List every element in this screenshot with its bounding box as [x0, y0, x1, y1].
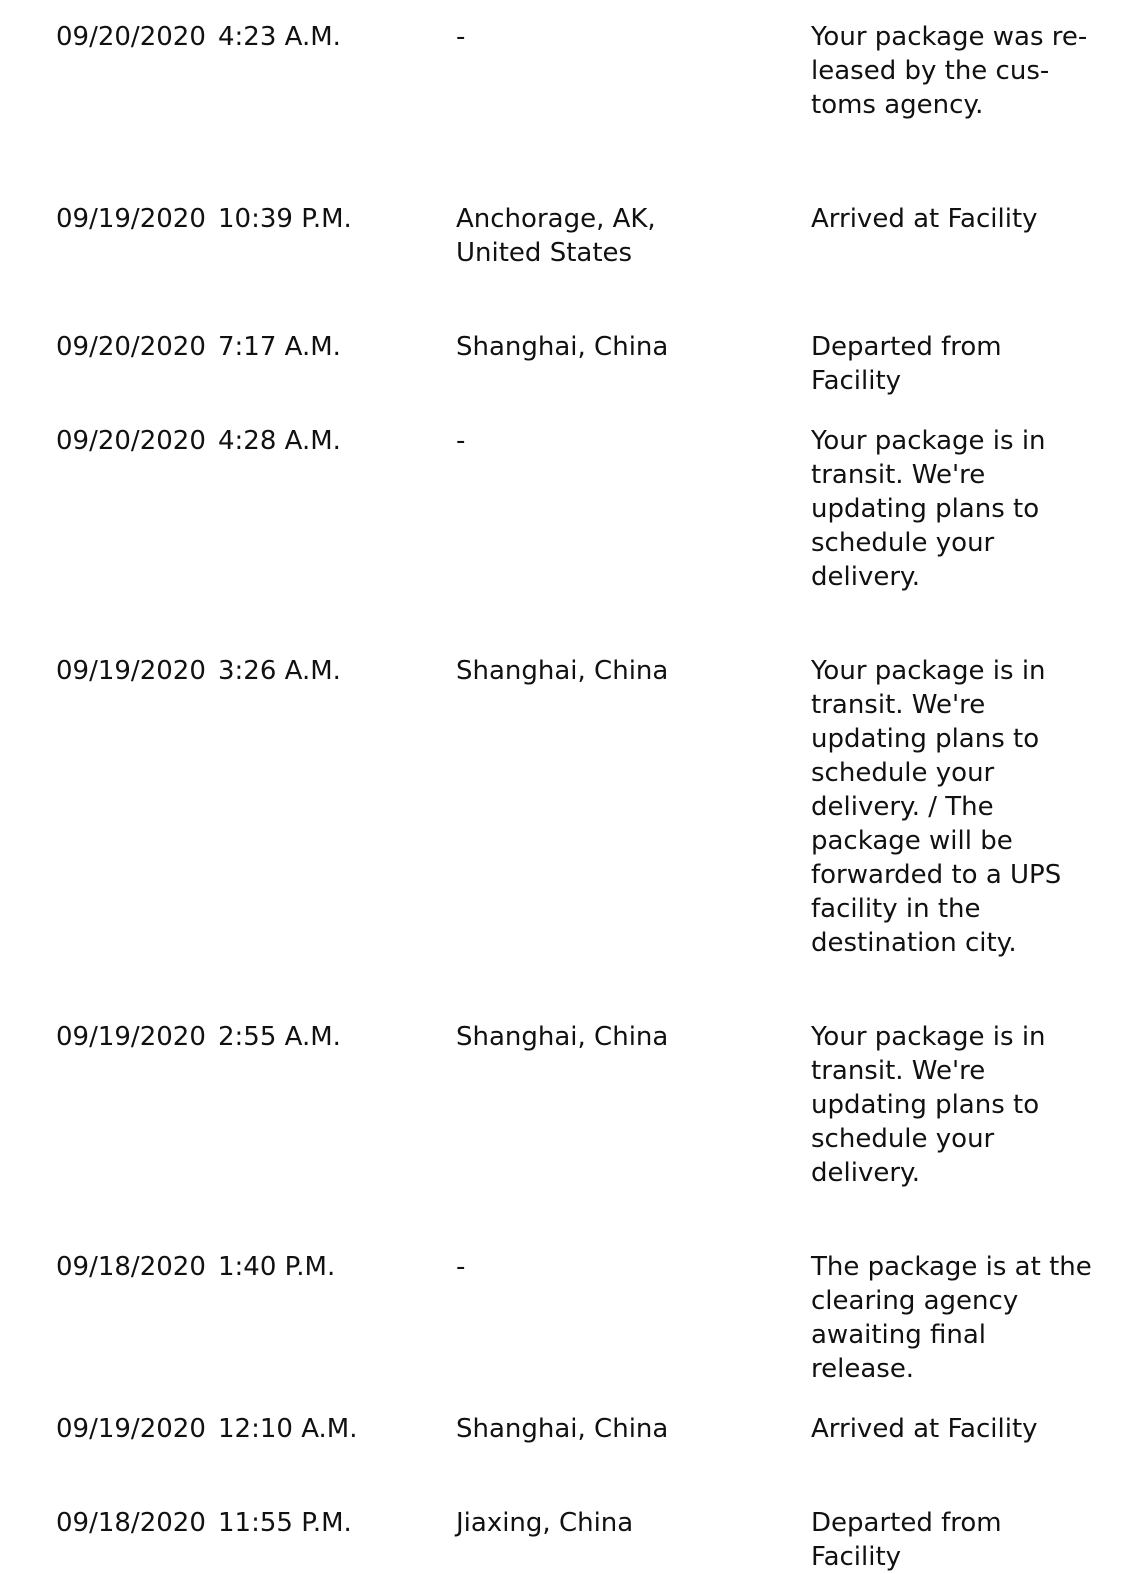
activity-date: 09/20/2020	[56, 22, 206, 52]
activity-description	[811, 202, 1096, 236]
activity-time: 1:40 P.M.	[218, 1252, 336, 1282]
activity-description-line: delivery. / The	[811, 792, 994, 822]
activity-time: 3:26 A.M.	[218, 656, 341, 686]
activity-description-line: Departed from Facility	[811, 332, 1002, 396]
activity-date: 09/19/2020	[56, 656, 206, 686]
activity-description-line: schedule your	[811, 1124, 995, 1154]
activity-date: 09/19/2020	[56, 204, 206, 234]
activity-time: 4:23 A.M.	[218, 22, 341, 52]
activity-description-line: updating plans to	[811, 724, 1040, 754]
activity-location-line: Anchorage, AK,	[456, 204, 656, 234]
activity-location: Shanghai, China	[456, 332, 669, 362]
activity-date: 09/20/2020	[56, 426, 206, 456]
activity-time: 4:28 A.M.	[218, 426, 341, 456]
activity-date: 09/19/2020	[56, 1414, 206, 1444]
activity-description-line: Arrived at Facility	[811, 204, 1038, 234]
activity-description-line: delivery.	[811, 562, 920, 592]
activity-time: 12:10 A.M.	[218, 1414, 358, 1444]
activity-description	[811, 424, 1096, 594]
activity-location	[456, 202, 776, 270]
activity-location: -	[456, 426, 466, 456]
activity-description-line: updating plans to	[811, 1090, 1040, 1120]
activity-description	[811, 1250, 1096, 1386]
activity-description-line: Departed from Facility	[811, 1508, 1002, 1572]
activity-description-line: updating plans to	[811, 494, 1040, 524]
activity-description-line: transit. We're	[811, 1056, 986, 1086]
activity-description	[811, 654, 1096, 960]
activity-date: 09/18/2020	[56, 1508, 206, 1538]
activity-description-line: Your package is in	[811, 656, 1046, 686]
activity-description-line: toms agency.	[811, 90, 984, 120]
activity-description-line: package will be	[811, 826, 1013, 856]
activity-description-line: clearing agency	[811, 1286, 1019, 1316]
activity-date: 09/19/2020	[56, 1022, 206, 1052]
activity-location: Shanghai, China	[456, 656, 669, 686]
activity-description-line: delivery.	[811, 1158, 920, 1188]
activity-date: 09/18/2020	[56, 1252, 206, 1282]
activity-location: Shanghai, China	[456, 1414, 669, 1444]
activity-description	[811, 1020, 1096, 1190]
activity-description-line: schedule your	[811, 528, 995, 558]
activity-description-line: Your package is in	[811, 426, 1046, 456]
activity-description	[811, 330, 1096, 398]
activity-time: 11:55 P.M.	[218, 1508, 352, 1538]
activity-location: Jiaxing, China	[456, 1508, 634, 1538]
activity-description-line: Arrived at Facility	[811, 1414, 1038, 1444]
activity-time: 10:39 P.M.	[218, 204, 352, 234]
activity-time: 7:17 A.M.	[218, 332, 341, 362]
activity-description-line: facility in the	[811, 894, 981, 924]
activity-time: 2:55 A.M.	[218, 1022, 341, 1052]
activity-description-line: schedule your	[811, 758, 995, 788]
activity-location-line: United States	[456, 238, 633, 268]
activity-description-line: Your package was re-	[811, 22, 1088, 52]
activity-description-line: transit. We're	[811, 690, 986, 720]
activity-location: -	[456, 22, 466, 52]
activity-description-line: The package is at the	[811, 1252, 1092, 1282]
activity-description-line: Your package is in	[811, 1022, 1046, 1052]
activity-description	[811, 20, 1096, 122]
activity-description-line: destination city.	[811, 928, 1017, 958]
activity-description	[811, 1412, 1096, 1446]
activity-date: 09/20/2020	[56, 332, 206, 362]
activity-description-line: forwarded to a UPS	[811, 860, 1062, 890]
activity-location: Shanghai, China	[456, 1022, 669, 1052]
activity-description-line: leased by the cus-	[811, 56, 1050, 86]
activity-description-line: awaiting final release.	[811, 1320, 987, 1384]
activity-location: -	[456, 1252, 466, 1282]
activity-description-line: transit. We're	[811, 460, 986, 490]
